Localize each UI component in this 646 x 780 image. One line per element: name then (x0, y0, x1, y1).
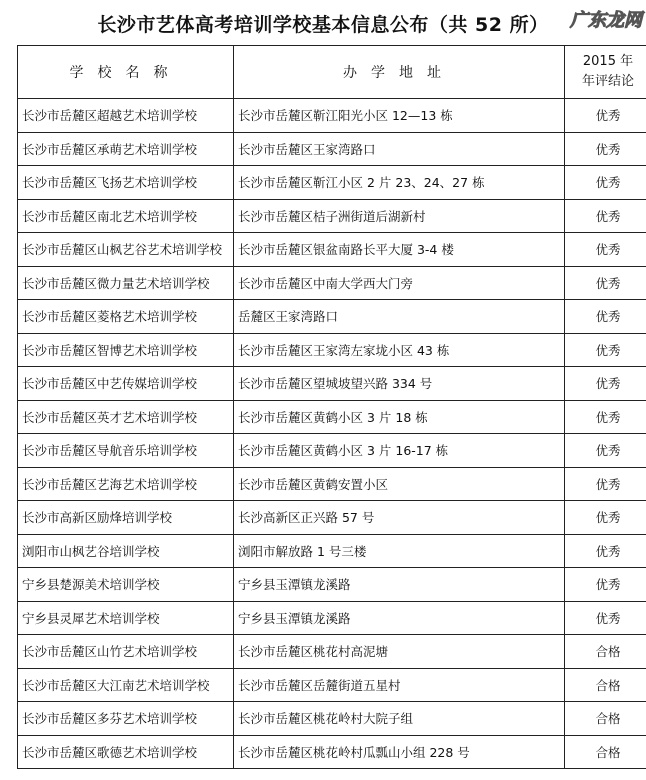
address-cell: 长沙市岳麓区桔子洲街道后湖新村 (234, 199, 565, 233)
address-cell: 岳麓区王家湾路口 (234, 300, 565, 334)
school-name-cell: 宁乡县灵犀艺术培训学校 (18, 601, 234, 635)
school-name-cell: 长沙市岳麓区南北艺术培训学校 (18, 199, 234, 233)
header-result-year: 2015 年 (582, 54, 634, 69)
result-cell: 合格 (565, 735, 646, 769)
school-name-cell: 长沙市岳麓区菱格艺术培训学校 (18, 300, 234, 334)
table-row (18, 166, 646, 200)
address-cell: 长沙市岳麓区黄鹤小区 3 片 16-17 栋 (234, 434, 565, 468)
table-row (18, 501, 646, 535)
address-cell: 浏阳市解放路 1 号三楼 (234, 534, 565, 568)
result-cell: 合格 (565, 635, 646, 669)
address-cell: 长沙市岳麓区黄鹤小区 3 片 18 栋 (234, 400, 565, 434)
school-name-cell: 长沙市岳麓区飞扬艺术培训学校 (18, 166, 234, 200)
result-cell: 优秀 (565, 534, 646, 568)
header-result (565, 46, 646, 99)
result-cell: 优秀 (565, 501, 646, 535)
school-name-cell: 长沙市岳麓区山枫艺谷艺术培训学校 (18, 233, 234, 267)
table-row (18, 534, 646, 568)
result-cell: 优秀 (565, 300, 646, 334)
school-name-cell: 长沙市岳麓区中艺传媒培训学校 (18, 367, 234, 401)
school-name-cell: 长沙市岳麓区山竹艺术培训学校 (18, 635, 234, 669)
result-cell: 合格 (565, 702, 646, 736)
school-name-cell: 长沙市岳麓区导航音乐培训学校 (18, 434, 234, 468)
table-row (18, 233, 646, 267)
result-cell: 优秀 (565, 434, 646, 468)
school-name-cell: 长沙市岳麓区智博艺术培训学校 (18, 333, 234, 367)
result-cell: 优秀 (565, 199, 646, 233)
header-result-label: 年评结论 (581, 74, 634, 89)
table-row (18, 735, 646, 769)
address-cell: 宁乡县玉潭镇龙溪路 (234, 601, 565, 635)
schools-table (17, 45, 646, 769)
address-cell: 长沙市岳麓区桃花岭村瓜瓢山小组 228 号 (234, 735, 565, 769)
table-row (18, 300, 646, 334)
header-school-name: 学校名称 (18, 46, 234, 99)
result-cell: 优秀 (565, 400, 646, 434)
table-row (18, 668, 646, 702)
result-cell: 优秀 (565, 601, 646, 635)
table-row (18, 99, 646, 133)
table-header-row (18, 46, 646, 99)
school-name-cell: 长沙市高新区励烽培训学校 (18, 501, 234, 535)
address-cell: 长沙市岳麓区望城坡望兴路 334 号 (234, 367, 565, 401)
address-cell: 长沙市岳麓区中南大学西大门旁 (234, 266, 565, 300)
result-cell: 优秀 (565, 467, 646, 501)
address-cell: 长沙市岳麓区黄鹤安置小区 (234, 467, 565, 501)
address-cell: 长沙市岳麓区岳麓街道五星村 (234, 668, 565, 702)
table-row (18, 702, 646, 736)
address-cell: 长沙市岳麓区王家湾左家垅小区 43 栋 (234, 333, 565, 367)
address-cell: 长沙市岳麓区王家湾路口 (234, 132, 565, 166)
school-name-cell: 长沙市岳麓区歌德艺术培训学校 (18, 735, 234, 769)
school-name-cell: 宁乡县楚源美术培训学校 (18, 568, 234, 602)
address-cell: 长沙市岳麓区银盆南路长平大厦 3-4 楼 (234, 233, 565, 267)
page-title: 长沙市艺体高考培训学校基本信息公布（共 52 所） (97, 14, 549, 36)
school-name-cell: 长沙市岳麓区多芬艺术培训学校 (18, 702, 234, 736)
school-name-cell: 浏阳市山枫艺谷培训学校 (18, 534, 234, 568)
table-row (18, 635, 646, 669)
address-cell: 长沙市岳麓区靳江小区 2 片 23、24、27 栋 (234, 166, 565, 200)
result-cell: 优秀 (565, 132, 646, 166)
table-body (18, 99, 646, 769)
school-name-cell: 长沙市岳麓区超越艺术培训学校 (18, 99, 234, 133)
watermark-logo: 广东龙网 (570, 10, 642, 31)
table-row (18, 132, 646, 166)
result-cell: 优秀 (565, 166, 646, 200)
school-name-cell: 长沙市岳麓区英才艺术培训学校 (18, 400, 234, 434)
school-name-cell: 长沙市岳麓区艺海艺术培训学校 (18, 467, 234, 501)
address-cell: 长沙市岳麓区靳江阳光小区 12—13 栋 (234, 99, 565, 133)
result-cell: 合格 (565, 668, 646, 702)
table-row (18, 266, 646, 300)
header-address: 办学地址 (234, 46, 565, 99)
address-cell: 宁乡县玉潭镇龙溪路 (234, 568, 565, 602)
school-name-cell: 长沙市岳麓区微力量艺术培训学校 (18, 266, 234, 300)
table-row (18, 467, 646, 501)
result-cell: 优秀 (565, 333, 646, 367)
result-cell: 优秀 (565, 568, 646, 602)
table-row (18, 601, 646, 635)
result-cell: 优秀 (565, 367, 646, 401)
table-row (18, 367, 646, 401)
result-cell: 优秀 (565, 233, 646, 267)
result-cell: 优秀 (565, 99, 646, 133)
table-row (18, 199, 646, 233)
address-cell: 长沙市岳麓区桃花岭村大院子组 (234, 702, 565, 736)
table-row (18, 434, 646, 468)
address-cell: 长沙高新区正兴路 57 号 (234, 501, 565, 535)
school-name-cell: 长沙市岳麓区承萌艺术培训学校 (18, 132, 234, 166)
table-row (18, 333, 646, 367)
address-cell: 长沙市岳麓区桃花村高泥塘 (234, 635, 565, 669)
table-row (18, 568, 646, 602)
result-cell: 优秀 (565, 266, 646, 300)
table-row (18, 400, 646, 434)
school-name-cell: 长沙市岳麓区大江南艺术培训学校 (18, 668, 234, 702)
